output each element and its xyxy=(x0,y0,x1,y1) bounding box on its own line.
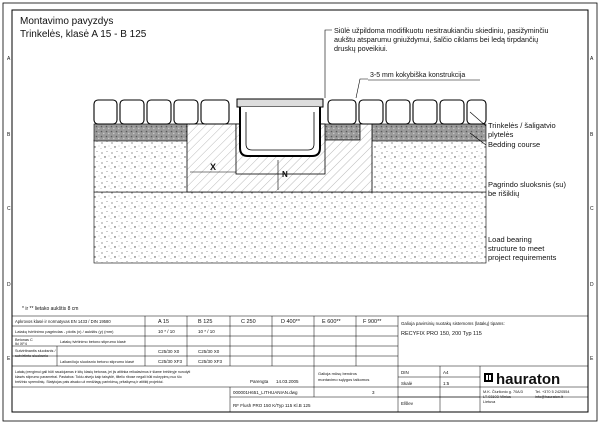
row4-value-b125: C25/30 XF3 xyxy=(198,359,223,364)
border-letter: C xyxy=(7,206,11,212)
channel-body xyxy=(240,107,320,156)
drawing-number: 000001H651_LITHUANIAN.dwg xyxy=(233,390,298,395)
address-line3: Lietuva xyxy=(483,400,496,404)
pavers-callout-line1: Trinkelės / šaligatvio xyxy=(488,121,556,130)
note-line1: Latakų įrengimui gali būti naudojamas ir kitų klasių betonas, jei jis atitinka reikalavimus ir šiame brėžinyje nurodyti xyxy=(15,370,191,374)
part-name: RF Flush PRO 150 K/Typ 115 Kl.B 125 xyxy=(233,403,311,408)
base-callout-line1: Pagrindo sluoksnis (su) xyxy=(488,180,566,189)
row3-sub: Latakų tvirtinimo betono stiprumo klasė xyxy=(60,340,126,344)
class-e600: E 600** xyxy=(322,319,341,325)
scale-value: 1:5 xyxy=(443,381,450,386)
row4-value-a15: C25/30 XF3 xyxy=(158,359,183,364)
din-label: DIN xyxy=(401,370,409,375)
border-letter: C xyxy=(590,206,594,212)
note-line2: klasės stiprumo parametrai. Pastabos: Tokiu atveju kaip taisyklė, tiltelio ribose negali būti nukrypimų nuo šio xyxy=(15,375,182,379)
border-letter: B xyxy=(7,132,11,138)
applies-to-value: RECYFIX PRO 150, 200 Typ 115 xyxy=(401,331,482,337)
row2-value-b125: 10 * / 10 xyxy=(198,329,215,334)
drawing-title: Montavimo pavyzdys xyxy=(20,16,114,27)
seam-callout-line2: aukštu atsparumu gniuždymui, šalčio ciklams bei ledą tirpdančių xyxy=(334,35,539,44)
note-line3: brėžinio sprendinių. Statytojas pats atsako už medžiagų parinkimą, pritaikymą ir atitiktį projektui. xyxy=(15,380,164,384)
footnote: * ir ** lietako aukštis 8 cm xyxy=(22,306,79,312)
contact-email: info@hauraton.lt xyxy=(535,395,563,399)
table-header-label: Apkrovos klasė ir normatyvas EN 1433 / DIN 19580 xyxy=(15,319,111,324)
drawing-subtitle: Trinkelės, klasė A 15 - B 125 xyxy=(20,29,147,40)
hauraton-logo xyxy=(484,371,560,388)
applies-to-label: Galioja pavirsinių nuotakų sistemoms (latakų) tipams: xyxy=(401,321,505,326)
border-letter: E xyxy=(590,356,594,362)
row3-label-a: Betonas C xyxy=(15,338,33,342)
border-letter: E xyxy=(7,356,11,362)
address-line2: LT-03103 Vilnius xyxy=(483,395,511,399)
dim-n-label: N xyxy=(282,170,288,179)
seam-callout-line1: Siūlė užpildoma modifikuotu nesitraukiančiu skiediniu, pasižyminčiu xyxy=(334,26,549,35)
format-label: Elšlev xyxy=(401,401,414,406)
sheet-number: 3 xyxy=(372,390,375,395)
dim-x-label: X xyxy=(210,162,217,172)
contact-phone: Tel. +370 5 2420554 xyxy=(535,390,570,394)
row2-label: Latakų tvirtinimo pagrindas - plotis (x) / aukštis (y) (mm) xyxy=(15,329,114,334)
date-value: 14.03.2005 xyxy=(276,379,299,384)
seam-callout-line3: druskų poveikiui. xyxy=(334,44,388,53)
din-value: A4 xyxy=(443,370,449,375)
row3-value-b125: C25/30 X0 xyxy=(198,349,220,354)
row3-label-b: Iki XF4 xyxy=(15,342,27,346)
border-letter: D xyxy=(7,282,11,288)
border-letter: A xyxy=(590,56,594,62)
load-callout-line3: project requirements xyxy=(488,253,557,262)
brand-name: hauraton xyxy=(496,371,561,388)
class-a15: A 15 xyxy=(158,319,170,325)
base-callout-line2: be rišiklių xyxy=(488,189,520,198)
wood-gap-callout: 3-5 mm kokybiška konstrukcija xyxy=(370,72,466,79)
class-b125: B 125 xyxy=(198,319,213,325)
row3-value-a15: C25/30 X0 xyxy=(158,349,180,354)
border-letter: B xyxy=(590,132,594,138)
row4-label-b: sutvirtinto sluoksnio xyxy=(15,354,49,358)
load-callout-line1: Load bearing xyxy=(488,235,532,244)
load-bearing-layer xyxy=(94,192,486,263)
valid-note-line1: Galioja mūsų bendros xyxy=(318,371,357,376)
row2-value-a15: 10 * / 10 xyxy=(158,329,175,334)
border-letter: A xyxy=(7,56,11,62)
load-callout-line2: structure to meet xyxy=(488,244,545,253)
class-f900: F 900** xyxy=(363,319,382,325)
seam-leader xyxy=(325,30,332,98)
valid-note-line2: montavimo sąlygos taikomos xyxy=(318,377,370,382)
border-letter: D xyxy=(590,282,594,288)
bedding-callout: Bedding course xyxy=(488,140,541,149)
pavers-callout-line2: plytelės xyxy=(488,130,514,139)
address-line1: M.K. Čiurlionio g. 70A/3 xyxy=(483,390,523,394)
date-label: Parengta xyxy=(250,379,269,384)
channel-grate xyxy=(237,99,323,107)
class-c250: C 250 xyxy=(241,319,256,325)
row4-label-a: Sutvirtinantis sluoksnis / xyxy=(15,349,56,353)
wood-gap-leader xyxy=(356,79,368,98)
scale-label: Skalė xyxy=(401,381,413,386)
row4-sub: Laikančiojo sluoksnio betono stiprumo klasė xyxy=(60,360,135,364)
class-d400: D 400** xyxy=(281,319,300,325)
